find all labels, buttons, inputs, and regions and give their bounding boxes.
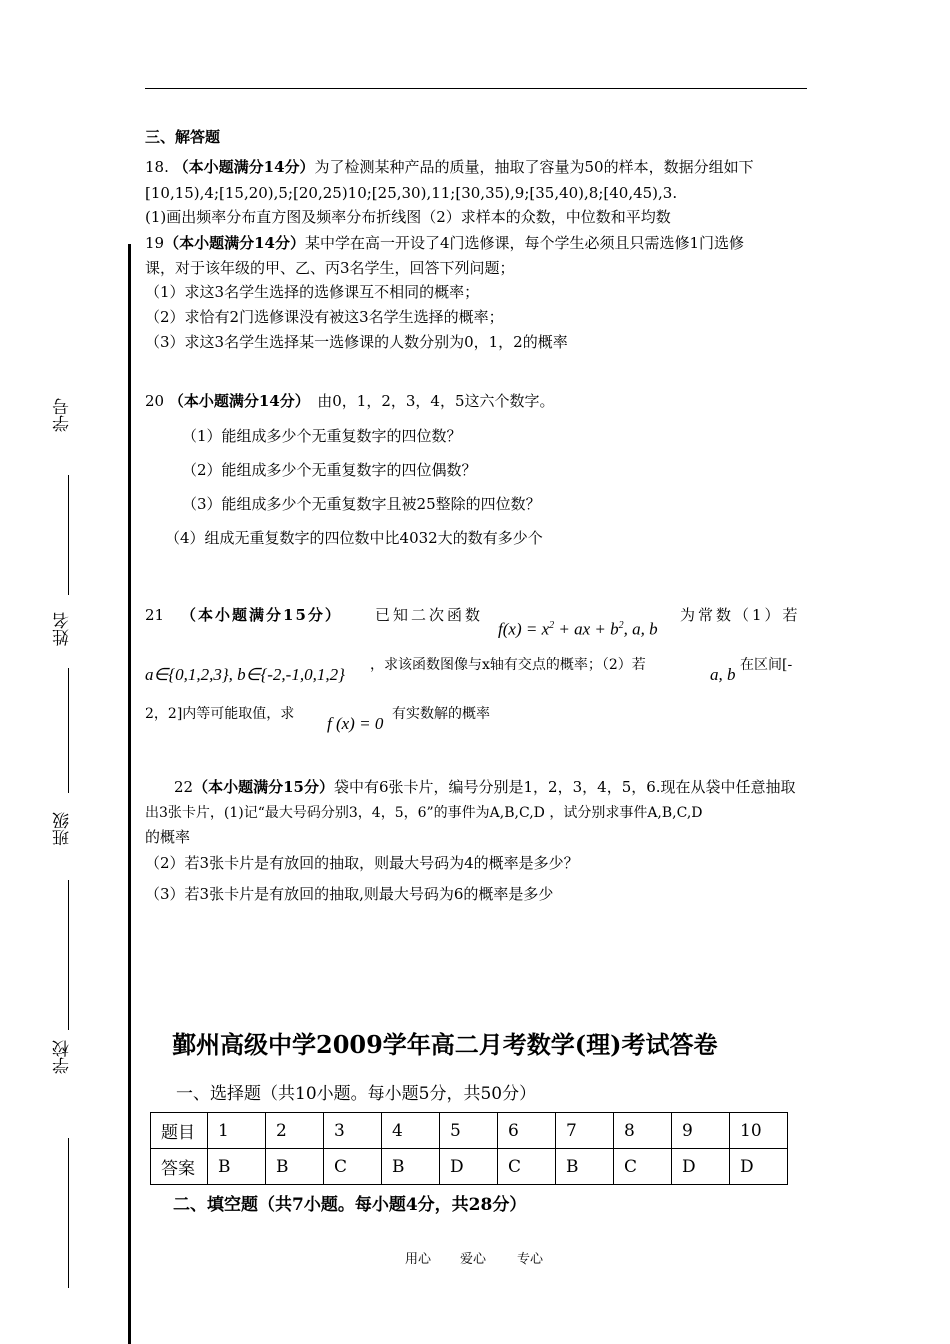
header-rule: [145, 88, 807, 89]
footer-yongxin: 用心: [405, 1252, 432, 1267]
answer-cell: B: [556, 1149, 614, 1185]
q18-tasks: (1)画出频率分布直方图及频率分布折线图（2）求样本的众数，中位数和平均数: [145, 208, 671, 226]
q19-points: （本小题满分14分）: [164, 234, 305, 252]
q21-points: （本小题满分15分）: [181, 606, 342, 624]
q19-part1: （1）求这3名学生选择的选修课互不相同的概率；: [145, 283, 480, 301]
question-number: 2: [266, 1113, 324, 1149]
q19-line2: 课，对于该年级的甲、乙、丙3名学生，回答下列问题；: [145, 259, 515, 277]
question-number: 3: [324, 1113, 382, 1149]
q22-line1: [174, 777, 796, 797]
q22-part3: （3）若3张卡片是有放回的抽取,则最大号码为6的概率是多少: [145, 885, 554, 903]
q19-part3: （3）求这3名学生选择某一选修课的人数分别为0，1，2的概率: [145, 333, 568, 351]
question-number: 9: [672, 1113, 730, 1149]
q21-text1: 已知二次函数: [375, 606, 484, 624]
q21-text2: 为常数（1）若: [680, 606, 801, 624]
question-number: 5: [440, 1113, 498, 1149]
question-number: 4: [382, 1113, 440, 1149]
q18-text: 为了检测某种产品的质量，抽取了容量为50的样本，数据分组如下: [314, 158, 754, 176]
q21-ab: a, b: [710, 665, 736, 684]
answer-cell: D: [672, 1149, 730, 1185]
q19-text: 某中学在高一开设了4门选修课，每个学生必须且只需选修1门选修: [304, 234, 745, 252]
answer-cell: B: [266, 1149, 324, 1185]
student-id-line: [68, 475, 69, 595]
q21-text3: ，求该函数图像与x轴有交点的概率；（2）若: [370, 657, 646, 673]
row-label-answer: 答案: [151, 1149, 208, 1185]
q19-number: 19: [145, 234, 165, 252]
q18-points: （本小题满分14分）: [173, 158, 315, 176]
q19-line1: [145, 233, 744, 253]
q20-part1: （1）能组成多少个无重复数字的四位数？: [182, 427, 462, 445]
answer-sheet-title: 鄞州高级中学2009学年高二月考数学(理)考试答卷: [172, 1030, 718, 1059]
q18-number: 18.: [145, 158, 174, 176]
q20-points: （本小题满分14分）: [168, 392, 303, 410]
q21-formula2: f (x) = 0: [327, 714, 384, 733]
section2-heading: 二、填空题（共7小题。每小题4分，共28分）: [173, 1195, 527, 1215]
q21-sets: a∈{0,1,2,3}, b∈{-2,-1,0,1,2}: [145, 665, 345, 684]
question-number: 10: [730, 1113, 788, 1149]
q20-part3: （3）能组成多少个无重复数字且被25整除的四位数？: [182, 495, 541, 513]
answer-cell: C: [498, 1149, 556, 1185]
class-label: 班级: [53, 812, 73, 846]
row-label-question: 题目: [151, 1113, 208, 1149]
question-number: 6: [498, 1113, 556, 1149]
answer-cell: B: [208, 1149, 266, 1185]
answer-cell: B: [382, 1149, 440, 1185]
answer-cell: C: [324, 1149, 382, 1185]
student-id-label: 学号: [53, 398, 73, 432]
answer-table: [150, 1112, 788, 1185]
binding-margin-rule: [128, 244, 131, 1344]
name-line: [68, 668, 69, 793]
q22-line2: 出3张卡片，(1)记“最大号码分别3，4，5，6”的事件为A,B,C,D ，试分别求事件A,B,C,D: [145, 805, 703, 821]
q22-number: 22: [174, 778, 194, 796]
q21-number: 21: [145, 606, 180, 624]
question-number: 7: [556, 1113, 614, 1149]
footer-zhuanxin: 专心: [517, 1252, 544, 1267]
answer-cell: D: [440, 1149, 498, 1185]
answer-cell: D: [730, 1149, 788, 1185]
school-line: [68, 1138, 69, 1288]
q20-text: 由0，1，2，3，4，5这六个数字。: [302, 392, 555, 410]
q20-line1: [145, 391, 555, 411]
table-row-answers: [151, 1149, 788, 1185]
q20-part4: （4）组成无重复数字的四位数中比4032大的数有多少个: [165, 529, 543, 547]
q22-text: 袋中有6张卡片，编号分别是1，2，3，4，5，6.现在从袋中任意抽取: [333, 778, 796, 796]
q21-formula: $f(x) = x^2$ + ax + $b^2$, a, b: [498, 619, 658, 639]
q22-line3: 的概率: [145, 828, 191, 846]
q20-part2: （2）能组成多少个无重复数字的四位偶数？: [182, 461, 477, 479]
name-label: 姓名: [53, 612, 73, 646]
q19-part2: （2）求恰有2门选修课没有被这3名学生选择的概率；: [145, 308, 504, 326]
q22-points: （本小题满分15分）: [193, 778, 334, 796]
school-label: 学校: [53, 1040, 73, 1074]
q21-text6: 有实数解的概率: [392, 706, 490, 722]
class-line: [68, 880, 69, 1030]
footer-aixin: 爱心: [460, 1252, 487, 1267]
question-number: 1: [208, 1113, 266, 1149]
q20-number: 20: [145, 392, 169, 410]
answer-cell: C: [614, 1149, 672, 1185]
question-number: 8: [614, 1113, 672, 1149]
section3-heading: 三、解答题: [145, 128, 221, 146]
q21-text4: 在区间[-: [740, 657, 793, 673]
q18-data-groups: [10,15),4;[15,20),5;[20,25)10;[25,30),11;[30,35),9;[35,40),8;[40,45),3.: [145, 184, 678, 202]
q21-text5: 2，2]内等可能取值，求: [145, 706, 295, 722]
table-row-numbers: [151, 1113, 788, 1149]
section1-heading: 一、选择题（共10小题。每小题5分，共50分）: [176, 1084, 537, 1104]
q18-line1: [145, 157, 754, 177]
q22-part2: （2）若3张卡片是有放回的抽取，则最大号码为4的概率是多少？: [145, 854, 579, 872]
